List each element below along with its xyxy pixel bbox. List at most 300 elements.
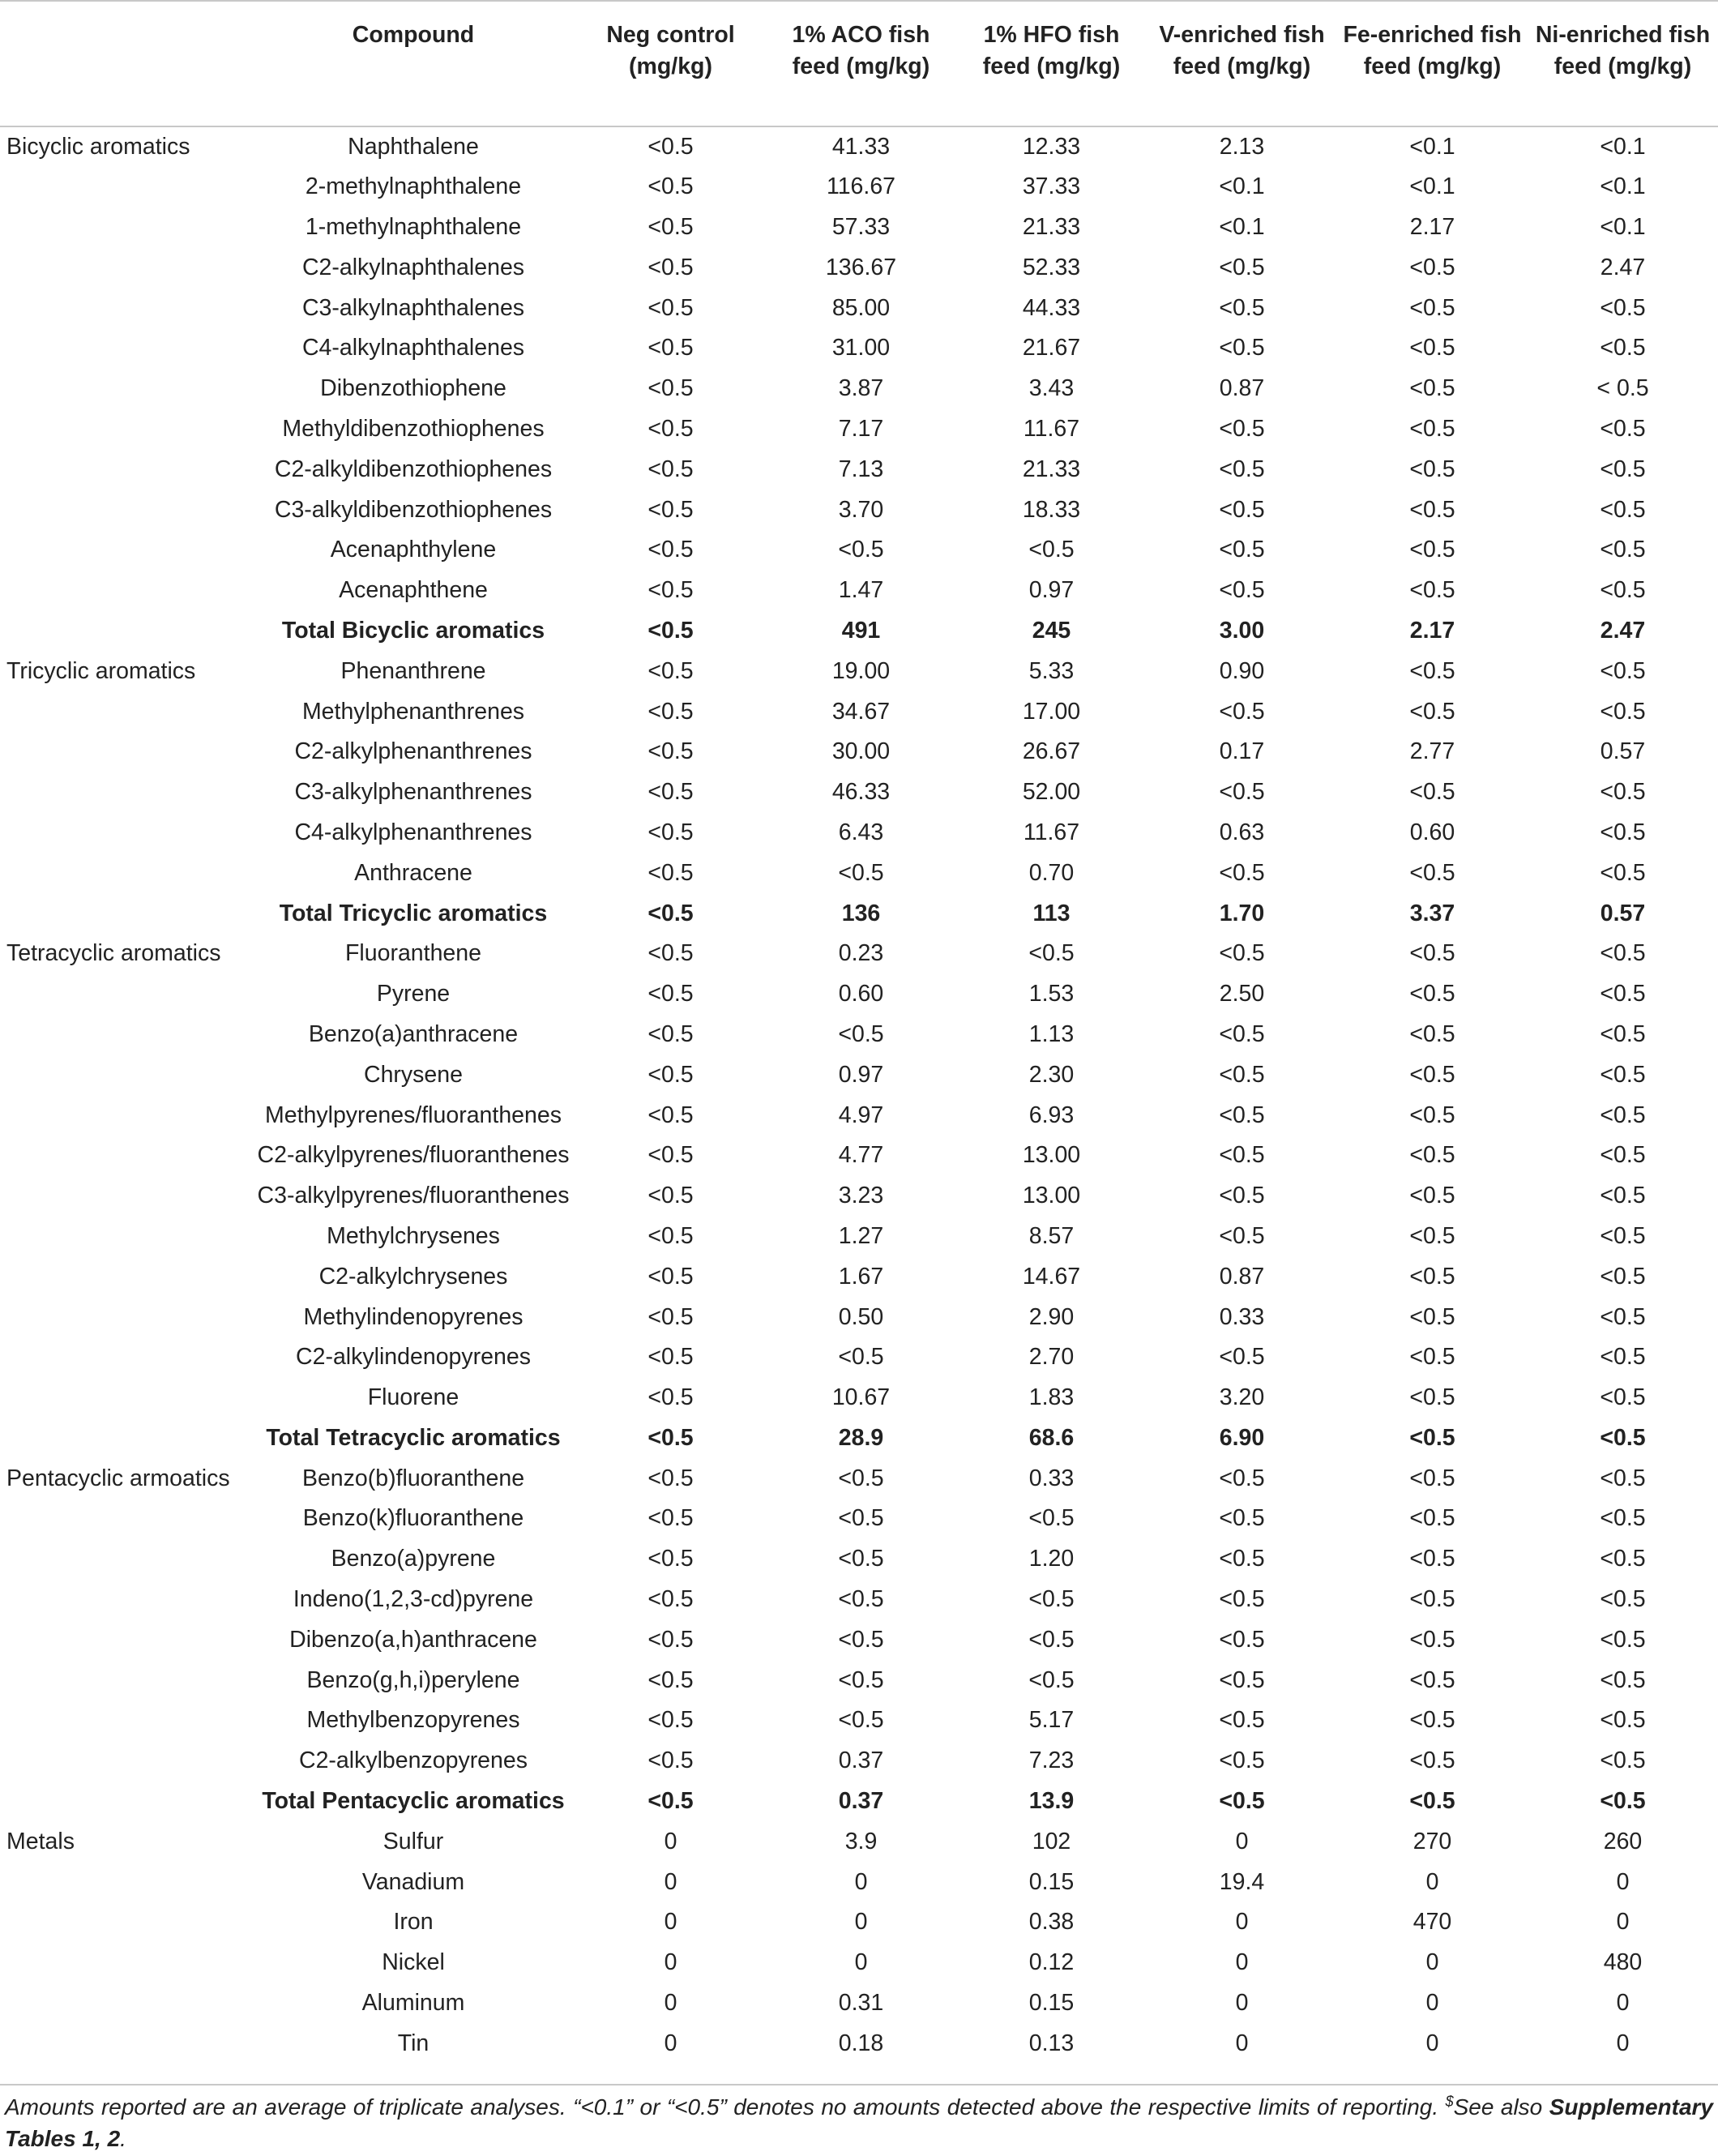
value-cell-neg-control: <0.5 [647,133,694,160]
value-cell-neg-control: <0.5 [647,1222,694,1249]
table-header [0,1,1718,126]
value-cell-aco: 1.67 [838,1263,884,1290]
value-cell-hfo: 13.00 [1022,1183,1081,1209]
value-cell-v-enriched: <0.5 [1219,1586,1265,1613]
value-cell-hfo: <0.5 [1028,537,1075,563]
category-cell [0,1418,251,1459]
value-cell-fe-enriched: <0.5 [1409,456,1455,482]
value-cell-ni-enriched: <0.5 [1600,335,1646,361]
category-cell [0,893,251,934]
value-cell-hfo: 1.20 [1028,1546,1075,1572]
category-cell [0,1054,251,1095]
value-cell-aco: 0.18 [838,2030,884,2056]
value-cell-hfo: 68.6 [1028,1424,1075,1451]
value-cell-neg-control: <0.5 [647,779,694,806]
table-row [0,1095,1718,1136]
value-cell-hfo: 17.00 [1022,698,1081,725]
value-cell-ni-enriched: <0.5 [1600,1061,1646,1088]
table-row [0,1297,1718,1337]
value-cell-fe-enriched: <0.5 [1409,537,1455,563]
value-cell-aco: 3.9 [844,1828,878,1854]
value-cell-ni-enriched: 2.47 [1600,617,1646,644]
category-cell [0,409,251,450]
value-cell-neg-control: <0.5 [647,456,694,482]
footnote-marker: $ [1445,2093,1454,2110]
value-cell-neg-control: <0.5 [647,1424,694,1451]
table-row [0,490,1718,530]
value-cell-v-enriched: 0.33 [1219,1303,1265,1330]
category-cell: Bicyclic aromatics [6,133,190,160]
value-cell-v-enriched: <0.5 [1219,1788,1265,1815]
table-row [0,2023,1718,2064]
value-cell-ni-enriched: <0.5 [1600,859,1646,886]
value-cell-ni-enriched: <0.5 [1600,1102,1646,1128]
value-cell-hfo: 5.33 [1028,657,1075,684]
value-cell-fe-enriched: 0 [1425,2030,1439,2056]
value-cell-v-enriched: <0.5 [1219,537,1265,563]
value-cell-neg-control: 0 [664,1868,677,1895]
value-cell-aco: <0.5 [838,1546,884,1572]
category-cell [0,1256,251,1297]
table-row [0,167,1718,207]
table-row [0,1580,1718,1620]
value-cell-v-enriched: <0.5 [1219,496,1265,523]
value-cell-hfo: 37.33 [1022,173,1081,200]
compound-cell: Total Tetracyclic aromatics [266,1424,561,1451]
table-row [0,1499,1718,1539]
value-cell-aco: 0.60 [838,981,884,1007]
value-cell-v-enriched: <0.5 [1219,1183,1265,1209]
category-cell [0,1619,251,1660]
compound-cell: C2-alkylbenzopyrenes [299,1747,528,1774]
compound-cell: Fluorene [367,1384,459,1411]
value-cell-v-enriched: <0.5 [1219,1142,1265,1169]
table-row [0,1337,1718,1378]
value-cell-hfo: 18.33 [1022,496,1081,523]
category-cell [0,1136,251,1176]
value-cell-v-enriched: 0 [1235,2030,1249,2056]
value-cell-neg-control: <0.5 [647,1707,694,1734]
table-row [0,934,1718,974]
value-cell-fe-enriched: <0.5 [1409,294,1455,321]
value-cell-hfo: 3.43 [1028,375,1075,402]
value-cell-aco: 0.50 [838,1303,884,1330]
table-row [0,1458,1718,1499]
compound-cell: Indeno(1,2,3-cd)pyrene [293,1586,534,1613]
compound-cell: Pyrene [376,981,451,1007]
value-cell-hfo: 2.90 [1028,1303,1075,1330]
value-cell-fe-enriched: <0.1 [1409,133,1455,160]
compound-cell: Methylpyrenes/fluoranthenes [265,1102,562,1128]
supplementary-tables-link[interactable]: Supplementary Tables 1, 2 [5,2094,1713,2151]
value-cell-fe-enriched: <0.5 [1409,1586,1455,1613]
value-cell-neg-control: <0.5 [647,577,694,604]
table-row [0,328,1718,369]
header-cell-aco: 1% ACO fish feed (mg/kg) [766,1,956,126]
value-cell-ni-enriched: <0.5 [1600,1303,1646,1330]
value-cell-hfo: 0.70 [1028,859,1075,886]
value-cell-ni-enriched: <0.5 [1600,1586,1646,1613]
category-cell [0,691,251,732]
value-cell-ni-enriched: <0.5 [1600,456,1646,482]
value-cell-fe-enriched: <0.5 [1409,496,1455,523]
value-cell-ni-enriched: 2.47 [1600,254,1646,280]
table-row [0,1176,1718,1217]
value-cell-aco: <0.5 [838,859,884,886]
value-cell-v-enriched: 2.13 [1219,133,1265,160]
value-cell-aco: 1.27 [838,1222,884,1249]
category-cell [0,1217,251,1257]
value-cell-v-enriched: <0.5 [1219,1061,1265,1088]
value-cell-fe-enriched: <0.5 [1409,1303,1455,1330]
footnote-see-also: See also [1453,2094,1549,2120]
compound-cell: C4-alkylphenanthrenes [294,819,532,845]
total-row [0,1782,1718,1822]
value-cell-ni-enriched: <0.1 [1600,213,1646,240]
value-cell-aco: <0.5 [838,1666,884,1693]
value-cell-hfo: 0.12 [1028,1949,1075,1976]
total-row [0,893,1718,934]
value-cell-v-enriched: <0.5 [1219,1465,1265,1491]
value-cell-fe-enriched: <0.5 [1409,375,1455,402]
category-cell [0,1660,251,1700]
compound-cell: C2-alkylindenopyrenes [296,1344,531,1371]
table-row [0,409,1718,450]
value-cell-hfo: 0.33 [1028,1465,1075,1491]
value-cell-neg-control: <0.5 [647,294,694,321]
table-row [0,1256,1718,1297]
value-cell-fe-enriched: 270 [1412,1828,1452,1854]
value-cell-v-enriched: 0 [1235,1990,1249,2017]
value-cell-neg-control: <0.5 [647,375,694,402]
value-cell-hfo: 26.67 [1022,738,1081,765]
value-cell-neg-control: <0.5 [647,900,694,926]
footnote-text: Amounts reported are an average of triplicate analyses. “<0.1” or “<0.5” denotes no amounts detected above the respective limits of reporting. [5,2094,1446,2120]
category-cell [0,1902,251,1943]
value-cell-fe-enriched: <0.5 [1409,1707,1455,1734]
value-cell-aco: <0.5 [838,1465,884,1491]
value-cell-neg-control: <0.5 [647,617,694,644]
value-cell-hfo: 11.67 [1023,415,1080,442]
category-cell [0,1862,251,1902]
value-cell-ni-enriched: <0.1 [1600,173,1646,200]
value-cell-hfo: 1.13 [1028,1020,1075,1047]
value-cell-fe-enriched: 2.17 [1409,617,1455,644]
value-cell-hfo: 6.93 [1028,1102,1075,1128]
value-cell-ni-enriched: <0.5 [1600,1465,1646,1491]
value-cell-hfo: 1.83 [1028,1384,1075,1411]
table-row [0,1054,1718,1095]
value-cell-v-enriched: <0.5 [1219,1626,1265,1653]
compound-cell: Naphthalene [348,133,479,160]
value-cell-ni-enriched: <0.5 [1600,415,1646,442]
value-cell-fe-enriched: <0.5 [1409,859,1455,886]
value-cell-fe-enriched: <0.5 [1409,1505,1455,1532]
compound-cell: Methylchrysenes [327,1222,500,1249]
value-cell-neg-control: <0.5 [647,1788,694,1815]
value-cell-neg-control: <0.5 [647,213,694,240]
compound-cell: C2-alkylpyrenes/fluoranthenes [257,1142,570,1169]
value-cell-fe-enriched: <0.5 [1409,577,1455,604]
table-row [0,1378,1718,1418]
value-cell-ni-enriched: 0 [1616,2030,1630,2056]
value-cell-v-enriched: <0.5 [1219,859,1265,886]
table-row [0,1136,1718,1176]
category-cell [0,1983,251,2024]
table-row [0,1821,1718,1862]
compound-cell: Fluoranthene [345,940,481,967]
compound-cell: Benzo(k)fluoranthene [302,1505,524,1532]
value-cell-v-enriched: 0.87 [1219,1263,1265,1290]
value-cell-ni-enriched: <0.5 [1600,1505,1646,1532]
value-cell-fe-enriched: <0.5 [1409,779,1455,806]
compound-cell: Sulfur [382,1828,444,1854]
value-cell-v-enriched: 1.70 [1219,900,1265,926]
table-row [0,1700,1718,1741]
value-cell-v-enriched: <0.5 [1219,1344,1265,1371]
table-row [0,772,1718,813]
table-row [0,449,1718,490]
category-cell [0,571,251,611]
compound-cell: Methyldibenzothiophenes [282,415,545,442]
value-cell-ni-enriched: <0.5 [1600,981,1646,1007]
value-cell-neg-control: <0.5 [647,415,694,442]
value-cell-fe-enriched: <0.5 [1409,1788,1455,1815]
value-cell-neg-control: 0 [664,1909,677,1936]
category-cell [0,1015,251,1055]
value-cell-fe-enriched: <0.5 [1409,1546,1455,1572]
value-cell-aco: <0.5 [838,1626,884,1653]
value-cell-neg-control: 0 [664,2030,677,2056]
header-cell-v-enriched: V-enriched fish feed (mg/kg) [1147,1,1337,126]
table-row [0,732,1718,772]
value-cell-neg-control: <0.5 [647,173,694,200]
value-cell-aco: 1.47 [838,577,884,604]
value-cell-fe-enriched: <0.5 [1409,415,1455,442]
value-cell-v-enriched: <0.5 [1219,698,1265,725]
compound-cell: Benzo(g,h,i)perylene [306,1666,520,1693]
category-cell [0,490,251,530]
value-cell-hfo: <0.5 [1028,1586,1075,1613]
value-cell-v-enriched: 3.00 [1219,617,1265,644]
category-cell: Tricyclic aromatics [6,657,196,684]
table-row [0,1943,1718,1983]
table-row [0,207,1718,248]
value-cell-neg-control: <0.5 [647,1061,694,1088]
value-cell-aco: 491 [841,617,881,644]
value-cell-neg-control: <0.5 [647,1626,694,1653]
category-cell [0,1378,251,1418]
value-cell-hfo: 14.67 [1022,1263,1081,1290]
value-cell-v-enriched: <0.5 [1219,456,1265,482]
value-cell-neg-control: <0.5 [647,1020,694,1047]
value-cell-v-enriched: 3.20 [1219,1384,1265,1411]
value-cell-fe-enriched: 470 [1412,1909,1452,1936]
value-cell-hfo: 21.67 [1022,335,1081,361]
value-cell-fe-enriched: 0 [1425,1990,1439,2017]
value-cell-hfo: 102 [1032,1828,1071,1854]
compound-cell: Methylphenanthrenes [301,698,525,725]
value-cell-neg-control: <0.5 [647,657,694,684]
table-row [0,288,1718,328]
value-cell-hfo: 12.33 [1022,133,1081,160]
value-cell-aco: 3.70 [838,496,884,523]
table-row [0,530,1718,571]
value-cell-hfo: 21.33 [1022,213,1081,240]
header-cell-fe-enriched: Fe-enriched fish feed (mg/kg) [1337,1,1528,126]
value-cell-neg-control: <0.5 [647,738,694,765]
compound-cell: Aluminum [361,1990,465,2017]
value-cell-v-enriched: 0.87 [1219,375,1265,402]
value-cell-fe-enriched: 0.60 [1409,819,1455,845]
category-cell [0,1539,251,1580]
table-row [0,1741,1718,1782]
value-cell-hfo: 0.15 [1028,1990,1075,2017]
value-cell-v-enriched: <0.1 [1219,213,1265,240]
value-cell-v-enriched: <0.5 [1219,940,1265,967]
value-cell-v-enriched: 6.90 [1219,1424,1265,1451]
value-cell-ni-enriched: <0.5 [1600,1424,1646,1451]
value-cell-ni-enriched: 260 [1603,1828,1643,1854]
value-cell-hfo: 52.00 [1022,779,1081,806]
value-cell-neg-control: <0.5 [647,859,694,886]
value-cell-v-enriched: <0.5 [1219,1546,1265,1572]
compound-cell: C2-alkylphenanthrenes [294,738,532,765]
value-cell-hfo: 113 [1032,900,1071,926]
value-cell-aco: 19.00 [831,657,891,684]
table-row [0,571,1718,611]
compound-cell: C3-alkylpyrenes/fluoranthenes [257,1183,570,1209]
value-cell-aco: 0 [854,1949,868,1976]
value-cell-ni-enriched: 480 [1603,1949,1643,1976]
value-cell-fe-enriched: <0.5 [1409,698,1455,725]
value-cell-ni-enriched: <0.5 [1600,1788,1646,1815]
compound-cell: C3-alkylphenanthrenes [294,779,532,806]
value-cell-aco: 34.67 [831,698,891,725]
value-cell-v-enriched: 0 [1235,1828,1249,1854]
value-cell-fe-enriched: <0.5 [1409,1384,1455,1411]
value-cell-v-enriched: <0.5 [1219,415,1265,442]
value-cell-ni-enriched: <0.5 [1600,1546,1646,1572]
value-cell-aco: 4.97 [838,1102,884,1128]
header-cell-compound: Compound [251,1,575,126]
value-cell-v-enriched: <0.1 [1219,173,1265,200]
compound-cell: Acenaphthene [339,577,488,604]
value-cell-hfo: 245 [1032,617,1071,644]
category-cell [0,288,251,328]
value-cell-v-enriched: 2.50 [1219,981,1265,1007]
category-cell [0,1782,251,1822]
value-cell-ni-enriched: <0.5 [1600,779,1646,806]
compound-cell: C2-alkylchrysenes [318,1263,508,1290]
value-cell-aco: 0.23 [838,940,884,967]
compound-cell: Anthracene [354,859,472,886]
value-cell-aco: 0 [854,1909,868,1936]
compound-cell: Benzo(a)pyrene [331,1546,496,1572]
value-cell-ni-enriched: <0.5 [1600,1222,1646,1249]
value-cell-neg-control: <0.5 [647,1747,694,1774]
value-cell-neg-control: <0.5 [647,1384,694,1411]
value-cell-v-enriched: <0.5 [1219,1747,1265,1774]
value-cell-aco: 0.97 [838,1061,884,1088]
category-cell [0,611,251,652]
value-cell-hfo: 8.57 [1028,1222,1075,1249]
compound-cell: Acenaphthylene [330,537,497,563]
value-cell-ni-enriched: <0.5 [1600,1707,1646,1734]
category-cell [0,449,251,490]
value-cell-ni-enriched: <0.5 [1600,537,1646,563]
category-cell [0,1580,251,1620]
value-cell-fe-enriched: <0.5 [1409,981,1455,1007]
table-row [0,813,1718,853]
category-cell [0,1700,251,1741]
value-cell-aco: 6.43 [838,819,884,845]
value-cell-aco: 57.33 [831,213,891,240]
value-cell-fe-enriched: <0.5 [1409,1102,1455,1128]
value-cell-fe-enriched: <0.5 [1409,1424,1455,1451]
value-cell-hfo: <0.5 [1028,1505,1075,1532]
table-row [0,369,1718,409]
value-cell-neg-control: <0.5 [647,1303,694,1330]
category-cell: Pentacyclic armoatics [6,1465,230,1491]
value-cell-ni-enriched: <0.5 [1600,577,1646,604]
value-cell-neg-control: <0.5 [647,940,694,967]
value-cell-hfo: 2.70 [1028,1344,1075,1371]
value-cell-fe-enriched: <0.5 [1409,1183,1455,1209]
value-cell-aco: 4.77 [838,1142,884,1169]
value-cell-hfo: 2.30 [1028,1061,1075,1088]
category-cell [0,853,251,893]
compound-cell: 2-methylnaphthalene [305,173,522,200]
category-cell [0,207,251,248]
value-cell-aco: 3.87 [838,375,884,402]
value-cell-neg-control: 0 [664,1828,677,1854]
table-row [0,853,1718,893]
value-cell-fe-enriched: 0 [1425,1949,1439,1976]
value-cell-neg-control: <0.5 [647,335,694,361]
total-row [0,1418,1718,1459]
value-cell-v-enriched: 0 [1235,1909,1249,1936]
category-cell [0,1499,251,1539]
table-row [0,1015,1718,1055]
footnote-end: . [120,2126,126,2151]
value-cell-ni-enriched: <0.5 [1600,940,1646,967]
value-cell-aco: 31.00 [831,335,891,361]
compound-cell: C2-alkylnaphthalenes [301,254,525,280]
value-cell-aco: 10.67 [831,1384,891,1411]
value-cell-neg-control: <0.5 [647,1344,694,1371]
value-cell-ni-enriched: <0.5 [1600,1666,1646,1693]
value-cell-hfo: 5.17 [1028,1707,1075,1734]
table-row [0,1217,1718,1257]
value-cell-aco: 46.33 [831,779,891,806]
value-cell-ni-enriched: 0 [1616,1868,1630,1895]
value-cell-fe-enriched: <0.5 [1409,1020,1455,1047]
value-cell-v-enriched: <0.5 [1219,294,1265,321]
value-cell-ni-enriched: <0.5 [1600,657,1646,684]
value-cell-hfo: 1.53 [1028,981,1075,1007]
table-row [0,1983,1718,2024]
header-cell-ni-enriched: Ni-enriched fish feed (mg/kg) [1528,1,1718,126]
value-cell-ni-enriched: <0.5 [1600,1344,1646,1371]
category-cell [0,1176,251,1217]
value-cell-aco: 0.37 [838,1747,884,1774]
value-cell-aco: 136.67 [825,254,897,280]
value-cell-neg-control: <0.5 [647,496,694,523]
category-cell [0,974,251,1015]
value-cell-ni-enriched: <0.5 [1600,1183,1646,1209]
value-cell-aco: <0.5 [838,1344,884,1371]
